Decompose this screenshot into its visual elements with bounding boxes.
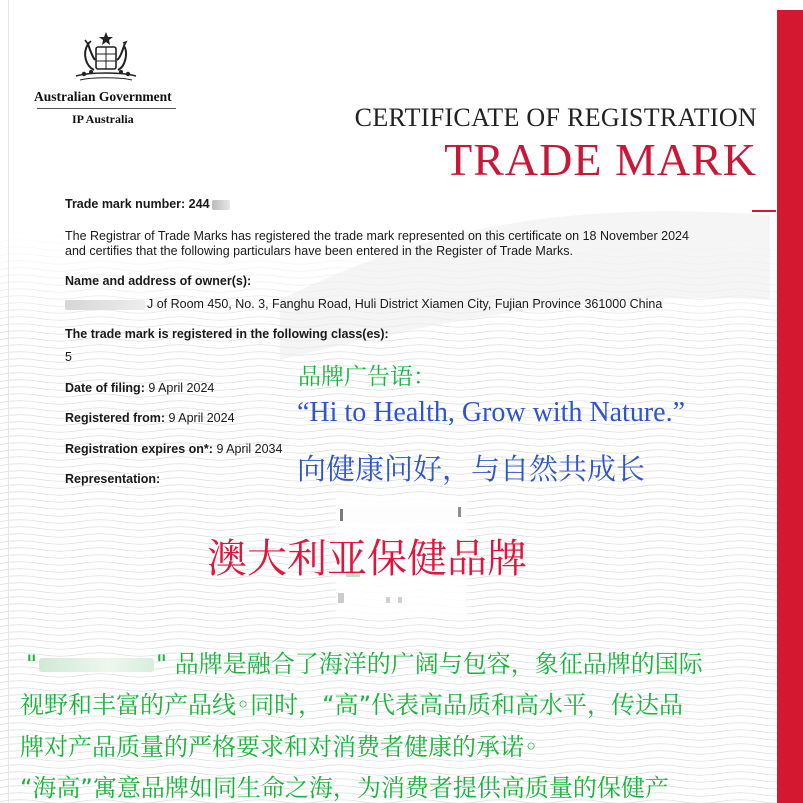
brand-description-line-3: 牌对产品质量的严格要求和对消费者健康的承诺◦ xyxy=(20,733,539,761)
agency-name: IP Australia xyxy=(72,112,134,126)
red-divider-tick xyxy=(752,210,776,212)
government-name: Australian Government xyxy=(34,89,172,104)
slogan-chinese: 向健康问好，与自然共成长 xyxy=(297,452,646,486)
coat-of-arms-icon xyxy=(66,30,146,90)
page-left-edge xyxy=(8,0,9,803)
expiry-label: Registration expires on*: xyxy=(65,442,213,456)
expiry-row xyxy=(65,442,282,456)
government-rule xyxy=(37,108,176,109)
redaction-smudge xyxy=(65,300,145,310)
trade-mark-number: 244 xyxy=(188,197,210,211)
brand-description-line-1 xyxy=(20,644,780,679)
brand-description-line-2: 视野和丰富的产品线◦同时，“高”代表高品质和高水平，传达品 xyxy=(20,691,684,719)
certificate-title: CERTIFICATE OF REGISTRATION xyxy=(354,103,757,132)
trade-mark-number-row xyxy=(65,197,230,211)
owner-label: Name and address of owner(s): xyxy=(65,274,252,288)
owner-address-row xyxy=(65,297,662,311)
classes-label: The trade mark is registered in the following class(es): xyxy=(65,327,389,341)
red-side-band xyxy=(777,10,803,803)
registered-from-date: 9 April 2024 xyxy=(168,411,235,425)
registrar-statement-line-2: and certifies that the following particulars have been entered in the Register of Trade Marks. xyxy=(65,244,573,258)
slogan-label: 品牌广告语： xyxy=(298,364,436,390)
trade-mark-number-label: Trade mark number: xyxy=(65,197,186,211)
filing-date-label: Date of filing: xyxy=(65,381,145,395)
registered-from-row xyxy=(65,411,235,425)
registrar-statement-line-1: The Registrar of Trade Marks has registered the trade mark represented on this certificate on 18 November 2024 xyxy=(65,229,689,243)
redaction-smudge xyxy=(212,200,230,210)
trade-mark-title: TRADE MARK xyxy=(444,134,757,185)
brand-description-line-4: “海高”寓意品牌如同生命之海，为消费者提供高质量的保健产 xyxy=(20,774,669,802)
owner-address: J of Room 450, No. 3, Fanghu Road, Huli District Xiamen City, Fujian Province 361000 China xyxy=(147,297,663,311)
filing-date-row xyxy=(65,381,214,395)
registered-from-label: Registered from: xyxy=(65,411,166,425)
quote-open: " xyxy=(26,650,38,678)
filing-date: 9 April 2024 xyxy=(148,381,215,395)
representation-label: Representation: xyxy=(65,472,161,486)
brand-description-text: " 品牌是融合了海洋的广阔与包容，象征品牌的国际 xyxy=(156,650,703,678)
slogan-english: “Hi to Health, Grow with Nature.” xyxy=(297,397,685,428)
blurred-brand-name xyxy=(39,658,154,672)
brand-claim: 澳大利亚保健品牌 xyxy=(207,536,527,582)
expiry-date: 9 April 2034 xyxy=(216,442,283,456)
classes-value: 5 xyxy=(65,350,72,364)
